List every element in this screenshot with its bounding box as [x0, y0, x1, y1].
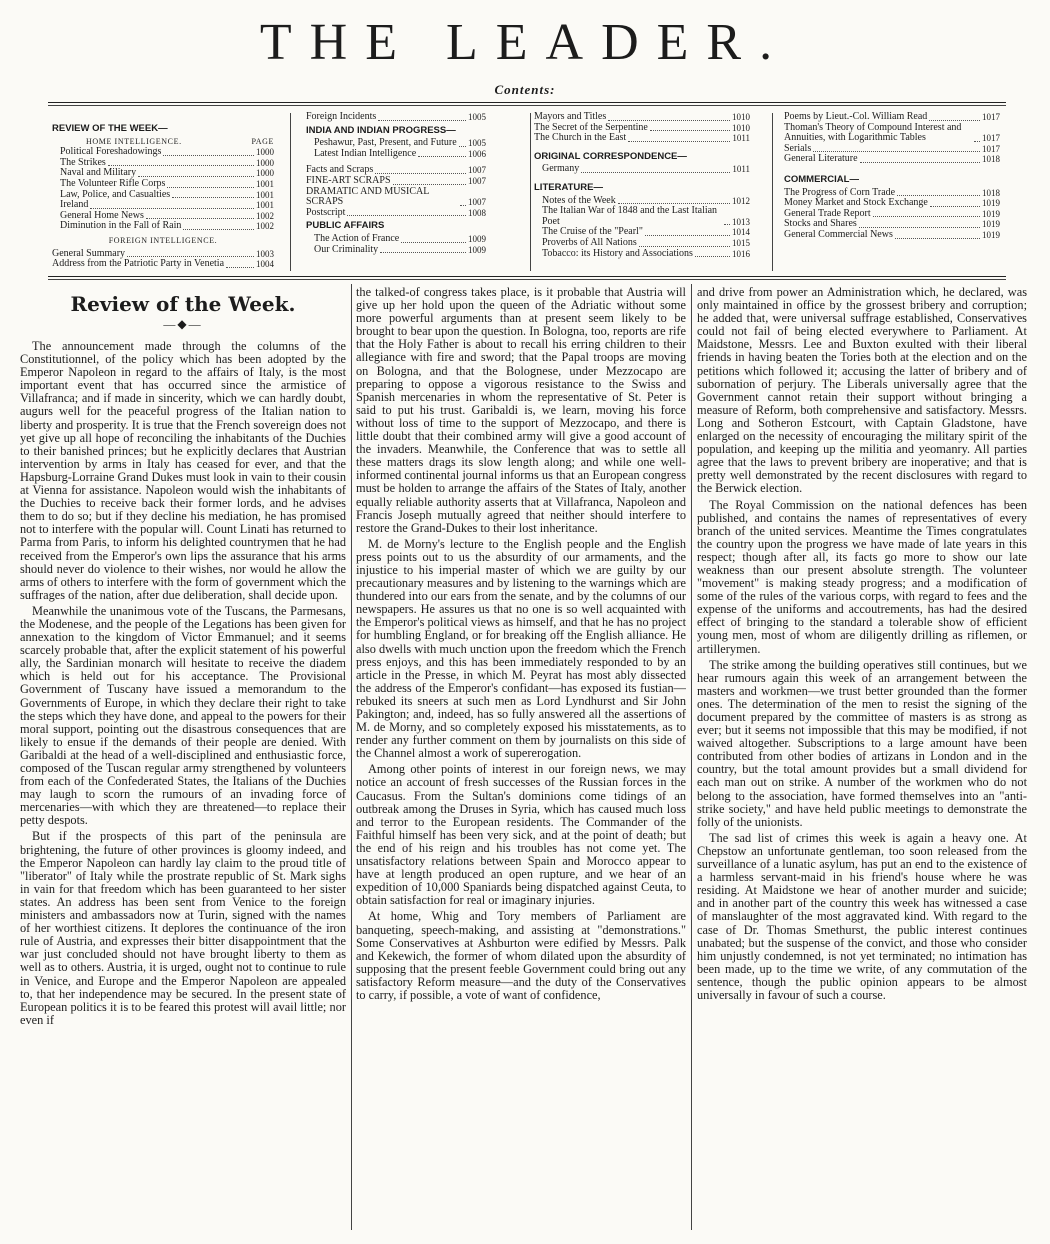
toc-entry-title: The Action of France	[314, 232, 400, 244]
toc-entry	[534, 112, 750, 123]
toc-entry-page: 1001	[256, 189, 274, 200]
toc-list-foreign	[52, 249, 274, 270]
toc-entry-page: 1019	[982, 229, 1000, 240]
column-divider	[351, 284, 352, 1230]
toc-leader-dots	[127, 256, 254, 257]
toc-leader-dots	[813, 151, 980, 152]
toc-entry-page: 1019	[982, 198, 1000, 209]
toc-entry	[784, 154, 1000, 165]
toc-column-3	[534, 112, 750, 272]
toc-column-2	[306, 112, 486, 272]
toc-leader-dots	[459, 146, 466, 147]
article-paragraph: The Royal Commission on the national defences has been published, and contains the names of representatives of every branch of the united services. Meantime the Times congratulates the country upon the progress we have made of late years in this respect; though after all, its facts go more to show our late weakness than our present absolute strength. The volunteer "movement" is making steady progress; and a modification of some of the rules of the various corps, with regard to fees and the expense of the uniforms and accoutrements, has had the desired effect of bringing to the standard a tolerable show of efficient young men, most of whom are diligently drilling as riflemen, or artillerymen.	[697, 497, 1027, 656]
toc-leader-dots	[172, 197, 254, 198]
toc-entry-title: Serials	[784, 142, 812, 154]
toc-leader-dots	[695, 256, 730, 257]
article-paragraph: Among other points of interest in our foreign news, we may notice an account of fresh successes of the Russian forces in the Caucasus. From the Sultan's dominions come tidings of an outbreak among the Druses in Syria, which has caused much loss and terror to the European residents. The Commander of the Faithful himself has been very sick, and at the point of death; but the end of his reign and his troubles has not come yet. The unsatisfactory relations between Spain and Morocco appear to have at length produced an open rupture, and we hear of an expedition of 10,000 Spaniards being dispatched against Ceuta, to obtain satisfaction for real or imaginary injuries.	[356, 762, 686, 908]
article-paragraph: The sad list of crimes this week is again a heavy one. At Chepstow an unfortunate gentleman, too soon released from the surveillance of a lunatic asylum, has put an end to the existence of a harmless servant-maid in his friend's house where he was residing. At Maidstone we hear of another murder and suicide; and in another part of the country this week has witnessed a case of manslaughter of the most aggravated kind. With regard to the case of Dr. Thomas Smethurst, the public interest continues unabated; but the suspense of the convict, and those who consider him unjustly condemned, is not yet terminated; no intimation has been made, up to the time we write, of any commutation of the sentence, though the public opinion appears to be almost universally in favour of such a course.	[697, 830, 1027, 1002]
toc-entry-page: 1018	[982, 154, 1000, 165]
toc-entry-title: The Secret of the Serpentine	[534, 121, 648, 133]
toc-entry-page: 1017	[982, 133, 1000, 144]
toc-heading-india: INDIA AND INDIAN PROGRESS—	[306, 124, 456, 136]
toc-heading-public: PUBLIC AFFAIRS	[306, 220, 385, 232]
toc-entry-title: General Home News	[60, 209, 144, 221]
toc-entry-page: 1012	[732, 195, 750, 206]
toc-entry-page: 1010	[732, 112, 750, 122]
toc-entry-title: The Progress of Corn Trade	[784, 186, 896, 198]
article-paragraph: At home, Whig and Tory members of Parliament are banqueting, speech-making, and assisting at "demonstrations." Some Conservatives at Ashburton were edified by Messrs. Palk and Kekewich, the former of whom dilated upon the absurdity of supposing that the present feeble Government could bring out any satisfactory Reform measure—and the duty of the Conservatives to carry, if possible, a vote of want of confidence,	[356, 909, 686, 1002]
toc-entry-title: Our Criminality	[314, 243, 379, 255]
toc-entry	[784, 112, 1000, 123]
article-paragraph: the talked-of congress takes place, is it probable that Austria will give up her hold upon the queen of the Adriatic without some more powerful arguments than at present seem likely to be brought to bear upon the question. In Bologna, too, reports are rife that the Holy Father is about to recall his erring children to their allegiance with fire and sword; that the Papal troops are moving on Bologna, and that the Bolognese, under Mezzocapo are preparing to oppose a vigorous resistance to the Swiss and Spanish mercenaries in whom the representative of St. Peter is said to put his trust. Garibaldi is, we learn, moving his force without loss of time to the support of Mezzocapo, and there is little doubt that their combined army will give a good account of the invaders. Meanwhile, the Conference that was to settle all these matters drags its slow length along; and while one well-informed continental journal informs us that an European congress must be holden to arrange the affairs of the States of Italy, another equally reliable authority asserts that at Villafranca, Napoleon and Francis Joseph mutually agreed that neither should interfere to restore the Grand-Dukes to their lost inheritance.	[356, 286, 686, 535]
toc-entry-page: 1011	[732, 133, 750, 144]
toc-list-literature	[534, 196, 750, 260]
toc-entry-title: General Literature	[784, 153, 858, 165]
toc-entry-title: Germany	[542, 163, 580, 175]
toc-entry-page: 1007	[468, 175, 486, 186]
masthead: THE LEADER.	[259, 14, 791, 71]
toc-entry-page: 1015	[732, 237, 750, 248]
toc-entry-page: 1000	[256, 147, 274, 158]
toc-bottom-rule	[48, 276, 1006, 277]
toc-entry	[784, 123, 1000, 144]
toc-leader-dots	[859, 227, 980, 228]
toc-entry-title: FINE-ART SCRAPS	[306, 174, 391, 186]
toc-entry-page: 1016	[732, 248, 750, 259]
toc-leader-dots	[375, 173, 466, 174]
toc-entry-title: General Summary	[52, 247, 126, 259]
toc-entry-page: 1001	[256, 178, 274, 189]
top-rule-inner	[48, 105, 1006, 106]
article-paragraph: But if the prospects of this part of the peninsula are brightening, the future of other provinces is gloomy indeed, and the Emperor Napoleon can hardly lay claim to the proud title of "liberator" of Italy while the prostrate republic of St. Mark sighs in vain for that freedom which has been guaranteed to her sister states. An address has been sent from Venice to the foreign ministers and ambassadors now at Turin, signed with the names of her worthiest citizens. It deplores the continuance of the iron rule of Austria, and expresses their bitter disappointment that the war just concluded should not have brought liberty to them as well as to others. Austria, it is urged, ought not to continue to rule in Venice, and Europe and the Emperor Napoleon are appealed to, that her independence may be secured. In the present state of European politics it is to be feared this protest will avail little; nor even if	[20, 829, 346, 1027]
toc-divider	[772, 113, 773, 271]
toc-list-correspondence	[534, 164, 750, 175]
toc-entry	[534, 164, 750, 175]
toc-entry-title: Proverbs of All Nations	[542, 236, 637, 248]
toc-bottom-rule-inner	[48, 279, 1006, 280]
toc-entry-title: Diminution in the Fall of Rain	[60, 220, 182, 232]
column-2-text	[356, 286, 686, 1002]
toc-leader-dots	[974, 141, 980, 142]
toc-entry-page: 1013	[732, 216, 750, 227]
toc-home-heading: HOME INTELLIGENCE.	[86, 136, 182, 146]
toc-heading-commercial: COMMERCIAL—	[784, 173, 859, 185]
toc-entry-page: 1011	[732, 164, 750, 175]
toc-list-foreign-incidents	[306, 112, 486, 123]
toc-entry-page: 1019	[982, 219, 1000, 230]
review-title: Review of the Week.	[70, 292, 296, 316]
toc-entry-title: Ireland	[60, 199, 89, 211]
toc-foreign-heading: FOREIGN INTELLIGENCE.	[108, 235, 218, 245]
toc-entry-page: 1005	[468, 138, 486, 149]
toc-entry	[306, 176, 486, 187]
toc-entry-title: The Italian War of 1848 and the Last Italian Poet	[542, 205, 718, 227]
article-paragraph: M. de Morny's lecture to the English people and the English press points out to us the absurdity of our armaments, and the injustice to his imperial master of which we are guilty by our precautionary measures and by listening to the warnings which are thundered into our ears from the senate, and by the columns of our newspapers. He assures us that no one is so well acquainted with the Emperor's political views as himself, and that he has no project for humbling England, or for breaking off the English alliance. He also dwells with much unction upon the freedom which the French press enjoys, and this has been immediately responded to by an article in the Presse, in which M. Peyrat has most ably dissected the address of the Emperor's confidant—has exposed its fustian—rebuked its sneers at such men as Lord Lyndhurst and Sir John Pakington; and, indeed, has so fully answered all the assertions of M. de Morny, and so completely exposed his misstatements, as to render any further comment on them by journalists on this side of the Channel almost a work of supererogation.	[356, 536, 686, 761]
toc-entry-title: Mayors and Titles	[534, 111, 607, 122]
column-divider	[691, 284, 692, 1230]
toc-leader-dots	[645, 235, 730, 236]
toc-leader-dots	[460, 205, 466, 206]
toc-leader-dots	[138, 176, 254, 177]
toc-entry-page: 1009	[468, 233, 486, 244]
toc-entry-title: The Strikes	[60, 156, 106, 168]
toc-leader-dots	[378, 120, 466, 121]
toc-leader-dots	[650, 130, 730, 131]
toc-entry-title: Facts and Scraps	[306, 164, 374, 176]
article-paragraph: The announcement made through the columns of the Constitutionnel, of the policy which has been adopted by the Emperor Napoleon in regard to the affairs of Italy, is the most important event that has occurred since the armistice of Villafranca; and if made in sincerity, which we can hardly doubt, augurs well for the peaceful progress of the Italian nation to liberty and prosperity. It is true that the French sovereign does not yet give up all hope of reconciling the inhabitants of the Duchies to their banished princes; but he explicitly declares that Austrian intervention by arms in Italy has ceased for ever, and that the Hapsburg-Lorraine Grand Dukes must look in vain to their cousin at Vienna for assistance. Napoleon would wish the inhabitants of the Duchies to receive back their former lords, and he advises them to do so; but if they decline his mediation, he has promised not to interfere with the popular will. Count Linati has returned to Parma from Paris, to inform his delighted countrymen that he had received from the Emperor's own lips the assurance that his arms should never do violence to their wishes, nor would he allow the arms of others to interfere with the form of government which the suffrages of the nation, after due deliberation, shall decide upon.	[20, 339, 346, 602]
toc-entry-page: 1008	[468, 207, 486, 218]
toc-list-reviews	[784, 112, 1000, 165]
toc-entry	[534, 206, 750, 227]
toc-entry-title: The Volunteer Rifle Corps	[60, 177, 166, 189]
toc-entry	[306, 208, 486, 219]
toc-leader-dots	[724, 224, 730, 225]
toc-list-public	[306, 234, 486, 255]
toc-list-india	[306, 138, 486, 159]
contents-heading: Contents:	[494, 82, 556, 97]
toc-entry-title: Latest Indian Intelligence	[314, 147, 417, 159]
toc-entry	[306, 149, 486, 160]
toc-entry-title: Thoman's Theory of Compound Interest and Annuities, with Logarithmic Tables	[784, 121, 962, 144]
toc-leader-dots	[895, 238, 980, 239]
toc-column-1	[52, 112, 274, 272]
toc-entry-title: Tobacco: its History and Associations	[542, 247, 693, 259]
toc-heading-correspondence: ORIGINAL CORRESPONDENCE—	[534, 150, 687, 162]
article-paragraph: Meanwhile the unanimous vote of the Tuscans, the Parmesans, the Modenese, and the people of the Legations has been given for annexation to the kingdom of Victor Emmanuel; and it seems scarcely probable that, after the explicit statement of his powerful ally, the Sardinian monarch will hesitate to receive the diadem which is held out for his acceptance. The Provisional Government of Tuscany have issued a memorandum to the Governments of Europe, in which they declare their right to take the steps which they have done, and appeal to the powers for their moral support, pointing out the disastrous consequences that are likely to ensue if the demands of their people are denied. With Garibaldi at the head of a well-disciplined and enthusiastic force, composed of the Tuscan regular army strengthened by volunteers from each of the Confederated States, the Italians of the Duchies may laugh to scorn the rumours of an invading force of mercenaries—with which they are threatened—to replace their petty despots.	[20, 603, 346, 828]
toc-entry	[306, 245, 486, 256]
article-column-3	[697, 286, 1027, 1230]
toc-leader-dots	[628, 141, 730, 142]
toc-entry-page: 1019	[982, 208, 1000, 219]
toc-leader-dots	[167, 187, 254, 188]
toc-heading-review: REVIEW OF THE WEEK—	[52, 123, 168, 134]
toc-leader-dots	[608, 120, 730, 121]
toc-entry-page: 1004	[256, 259, 274, 270]
toc-leader-dots	[380, 252, 466, 253]
article-column-2	[356, 286, 686, 1230]
toc-entry	[306, 187, 486, 208]
toc-entry-title: The Cruise of the "Pearl"	[542, 226, 643, 238]
toc-leader-dots	[639, 246, 730, 247]
toc-entry-title: Address from the Patriotic Party in Venetia	[52, 258, 225, 270]
toc-heading-literature: LITERATURE—	[534, 181, 603, 193]
toc-leader-dots	[618, 203, 730, 204]
toc-leader-dots	[163, 155, 254, 156]
toc-entry-page: 1010	[732, 122, 750, 133]
toc-entry-page: 1001	[256, 200, 274, 211]
toc-leader-dots	[860, 162, 980, 163]
column-1-text	[20, 340, 346, 1027]
toc-list-misc	[306, 165, 486, 218]
toc-entry-title: Foreign Incidents	[306, 111, 377, 122]
article-paragraph: The strike among the building operatives still continues, but we hear rumours again this week of an arrangement between the masters and workmen—we trust better grounded than the former ones. The determination of the men to resist the signing of the document prepared by the committee of masters is as strong as ever; but it seems not impossible that this may be modified, if not waived altogether. Subscriptions to a large amount have been contributed from other bodies of artizans in London and in the country, but the total amount provides but a small dividend for each man out on strike. A number of the workmen who do not belong to the association, have formed themselves into an "anti-strike society," and have held public meetings to demonstrate the folly of the unionists.	[697, 657, 1027, 829]
toc-entry-title: Poems by Lieut.-Col. William Read	[784, 111, 928, 122]
toc-leader-dots	[347, 215, 466, 216]
article-paragraph: and drive from power an Administration which, he declared, was only maintained in office by the grossest bribery and corruption; he added that, were universal suffrage established, Conservatives could not fail of being elected everywhere to Parliament. At Maidstone, Messrs. Lee and Buxton exulted with their liberal friends in having beaten the Tories both at the election and on the petitions which followed it; accusing the latter of bribery and of subornation of perjury. The Liberals universally agree that the Government cannot retain their support without bringing a measure of Reform, both comprehensive and satisfactory. Messrs. Long and Sotheron Estcourt, with Captain Gladstone, have enlarged on the necessity of encouraging the military spirit of the population, and keeping up the militia and yeomanry. All parties agree that the laws to prevent bribery are inoperative; and that is pretty well demonstrated by the recent disclosures with regard to the Berwick election.	[697, 286, 1027, 496]
toc-leader-dots	[183, 229, 254, 230]
toc-entry-page: 1017	[982, 112, 1000, 122]
toc-leader-dots	[897, 195, 980, 196]
toc-leader-dots	[401, 242, 466, 243]
toc-entry-title: General Trade Report	[784, 207, 871, 219]
toc-entry-page: 1017	[982, 143, 1000, 154]
toc-entry	[52, 221, 274, 232]
toc-entry	[534, 238, 750, 249]
toc-leader-dots	[226, 267, 254, 268]
toc-entry-page: 1000	[256, 168, 274, 179]
toc-entry-title: Money Market and Stock Exchange	[784, 197, 928, 209]
toc-entry	[784, 230, 1000, 241]
toc-entry-title: Notes of the Week	[542, 194, 616, 206]
toc-entry-page: 1009	[468, 244, 486, 255]
toc-leader-dots	[90, 208, 254, 209]
title-ornament: —◆—	[163, 317, 203, 331]
toc-entry-title: Law, Police, and Casualties	[60, 188, 171, 200]
toc-entry-title: Stocks and Shares	[784, 218, 857, 230]
toc-divider	[290, 113, 291, 271]
toc-entry-title: Postscript	[306, 206, 346, 218]
article-column-1	[20, 286, 346, 1230]
toc-entry	[306, 234, 486, 245]
toc-entry-page: 1007	[468, 165, 486, 176]
toc-leader-dots	[581, 172, 730, 173]
toc-list-articles	[534, 112, 750, 144]
top-rule	[48, 102, 1006, 103]
toc-entry-page: 1007	[468, 197, 486, 208]
toc-entry-page: 1018	[982, 187, 1000, 198]
toc-divider	[530, 113, 531, 271]
toc-leader-dots	[393, 184, 466, 185]
toc-entry	[534, 133, 750, 144]
toc-entry-title: Political Foreshadowings	[60, 146, 162, 158]
toc-entry-page: 1003	[256, 248, 274, 259]
toc-entry-page: 1000	[256, 157, 274, 168]
toc-entry-title: DRAMATIC AND MUSICAL SCRAPS	[306, 185, 429, 208]
toc-entry-title: General Commercial News	[784, 228, 893, 240]
toc-list-commercial	[784, 188, 1000, 241]
toc-entry-title: Peshawur, Past, Present, and Future	[314, 137, 457, 149]
toc-entry-page: 1006	[468, 148, 486, 159]
toc-leader-dots	[108, 165, 254, 166]
toc-entry	[534, 249, 750, 260]
toc-page-label: PAGE	[251, 136, 274, 146]
toc-entry	[52, 259, 274, 270]
toc-entry-page: 1002	[256, 221, 274, 232]
toc-column-4	[784, 112, 1000, 272]
toc-entry-page: 1005	[468, 112, 486, 122]
toc-leader-dots	[418, 156, 466, 157]
toc-entry-page: 1014	[732, 227, 750, 238]
toc-leader-dots	[930, 206, 980, 207]
toc-leader-dots	[873, 216, 980, 217]
toc-entry-title: Naval and Military	[60, 167, 137, 179]
column-3-text	[697, 286, 1027, 1002]
toc-entry-title: The Church in the East	[534, 132, 627, 144]
toc-leader-dots	[929, 120, 980, 121]
toc-entry	[306, 112, 486, 123]
toc-entry	[52, 179, 274, 190]
toc-list-home	[52, 147, 274, 232]
toc-entry-page: 1002	[256, 210, 274, 221]
toc-leader-dots	[146, 218, 254, 219]
